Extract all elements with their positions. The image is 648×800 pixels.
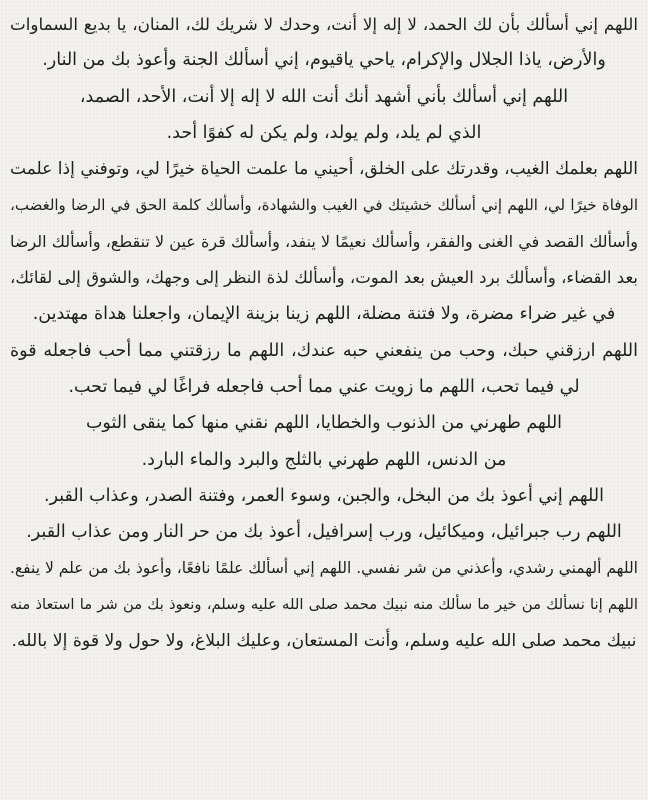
text-line: الوفاة خيرًا لي، اللهم إني أسألك خشيتك في الغيب والشهادة، وأسألك كلمة الحق في الرضا والغضب، (10, 196, 638, 215)
text-line: اللهم ألهمني رشدي، وأعذني من شر نفسي. اللهم إني أسألك علمًا نافعًا، وأعوذ بك من علم لا ينفع. (10, 559, 638, 578)
text-line: في غير ضراء مضرة، ولا فتنة مضلة، اللهم زينا بزينة الإيمان، واجعلنا هداة مهتدين. (32, 304, 616, 325)
text-line: اللهم إني أسألك بأن لك الحمد، لا إله إلا أنت، وحدك لا شريك لك، المنان، يا بديع السماوات (10, 14, 638, 34)
text-line: والأرض، ياذا الجلال والإكرام، ياحي ياقيوم، إني أسألك الجنة وأعوذ بك من النار. (42, 50, 606, 71)
text-line: اللهم إني أسألك بأني أشهد أنك أنت الله لا إله إلا أنت، الأحد، الصمد، (79, 86, 569, 107)
text-line: الذي لم يلد، ولم يولد، ولم يكن له كفوًا أحد. (166, 122, 482, 143)
text-line: اللهم بعلمك الغيب، وقدرتك على الخلق، أحيني ما علمت الحياة خيرًا لي، وتوفني إذا علمت (10, 159, 638, 180)
text-line: اللهم ارزقني حبك، وحب من ينفعني حبه عندك، اللهم ما رزقتني مما أحب فاجعله قوة (10, 340, 638, 361)
text-line: اللهم طهرني من الذنوب والخطايا، اللهم نقني منها كما ينقى الثوب (85, 413, 563, 434)
text-line: اللهم إنا نسألك من خير ما سألك منه نبيك محمد صلى الله عليه وسلم، ونعوذ بك من شر ما استعاذ منه (10, 595, 638, 613)
text-line: من الدنس، اللهم طهرني بالثلج والبرد والماء البارد. (141, 449, 507, 470)
text-line: اللهم إني أعوذ بك من البخل، والجبن، وسوء العمر، وفتنة الصدر، وعذاب القبر. (44, 485, 604, 506)
text-line: بعد القضاء، وأسألك برد العيش بعد الموت، وأسألك لذة النظر إلى وجهك، والشوق إلى لقائك، (10, 268, 638, 288)
text-line: اللهم رب جبرائيل، وميكائيل، ورب إسرافيل، أعوذ بك من حر النار ومن عذاب القبر. (26, 522, 622, 543)
text-line: نبيك محمد صلى الله عليه وسلم، وأنت المستعان، وعليك البلاغ، ولا حول ولا قوة إلا بالله. (11, 631, 637, 652)
text-line: لي فيما تحب، اللهم ما زويت عني مما أحب فاجعله فراغًا لي فيما تحب. (68, 376, 580, 397)
text-line: وأسألك القصد في الغنى والفقر، وأسألك نعيمًا لا ينفد، وأسألك قرة عين لا تنقطع، وأسألك الرضا (10, 231, 638, 251)
